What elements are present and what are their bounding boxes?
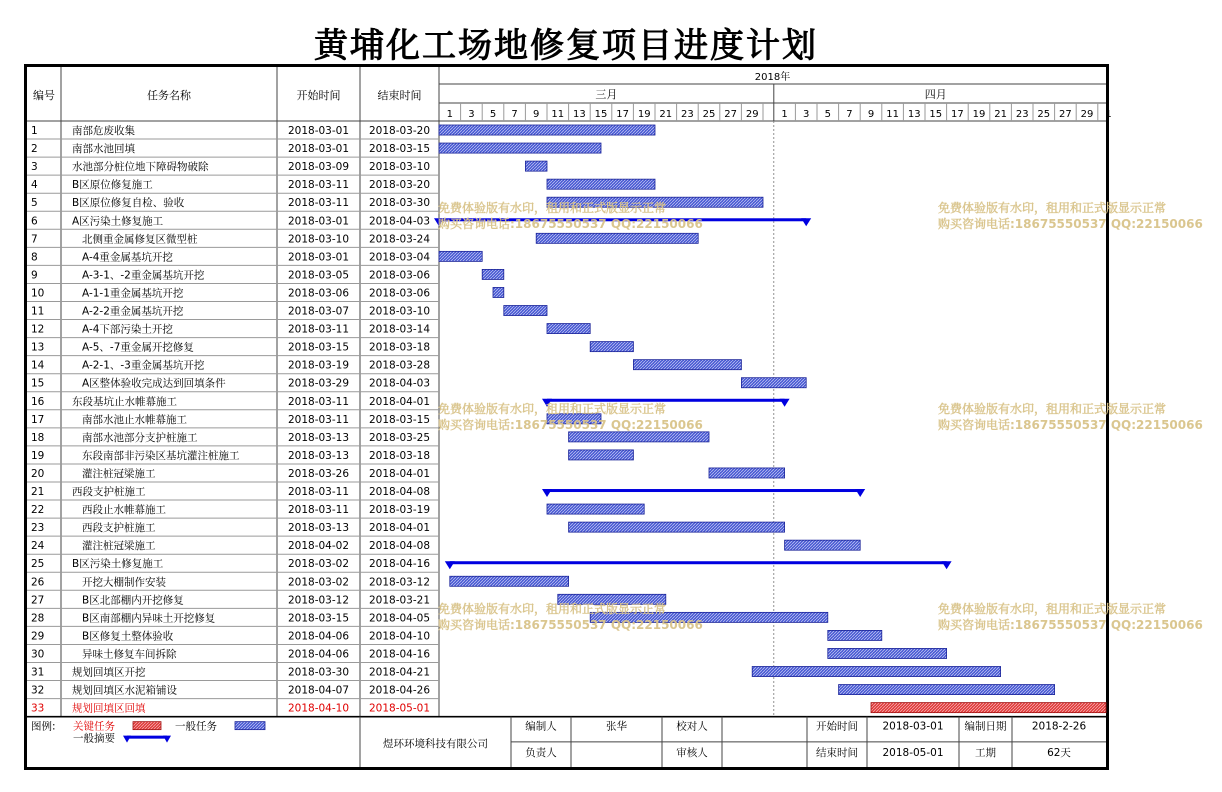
task-bar: [709, 468, 785, 478]
watermark-line2: 购买咨询电话:18675550537 QQ:22150066: [938, 618, 1203, 632]
day-tick-label: 5: [489, 109, 497, 120]
month-label: 四月: [924, 88, 947, 101]
critical-task-bar: [871, 703, 1106, 713]
task-id: 9: [31, 269, 38, 282]
task-bar: [525, 161, 547, 171]
task-start: 2018-03-11: [287, 504, 350, 517]
column-header-end: 结束时间: [377, 89, 422, 102]
footer-value: 2018-2-26: [1031, 720, 1087, 733]
footer-label: 负责人: [525, 746, 557, 759]
task-name: 北侧重金属修复区微型桩: [82, 233, 198, 246]
task-name: 西段支护桩施工: [82, 522, 156, 535]
task-name: B区原位修复施工: [72, 179, 153, 192]
task-bar: [482, 269, 504, 279]
task-start: 2018-03-26: [287, 467, 350, 480]
task-name: A-5、-7重金属开挖修复: [82, 341, 194, 354]
task-bar: [547, 179, 655, 189]
task-name: B区污染土修复施工: [72, 558, 164, 571]
task-id: 21: [31, 486, 45, 499]
day-tick-label: 17: [951, 109, 964, 120]
task-end: 2018-03-06: [368, 269, 431, 282]
task-start: 2018-03-02: [287, 576, 350, 589]
task-id: 7: [31, 233, 38, 246]
footer-label: 审核人: [676, 746, 708, 759]
task-bar: [547, 197, 763, 207]
task-id: 24: [31, 540, 45, 553]
summary-bar: [547, 489, 860, 492]
task-bar: [633, 360, 741, 370]
task-name: B区原位修复自检、验收: [72, 197, 185, 210]
task-bar: [493, 287, 504, 297]
task-end: 2018-03-21: [368, 594, 431, 607]
task-end: 2018-04-16: [368, 648, 431, 661]
task-start: 2018-03-09: [287, 161, 350, 174]
day-tick-label: 19: [637, 109, 651, 120]
task-end: 2018-03-10: [368, 161, 431, 174]
company-name: 煜环环境科技有限公司: [383, 737, 488, 750]
legend-summary-swatch: [127, 736, 167, 739]
task-name: A区整体验收完成达到回填条件: [82, 377, 226, 390]
day-tick-label: 23: [1015, 109, 1029, 120]
task-end: 2018-03-24: [368, 233, 431, 246]
task-bar: [590, 342, 633, 352]
task-start: 2018-03-01: [287, 125, 350, 138]
day-tick-label: 11: [551, 109, 565, 120]
task-name: 规划回填区水泥箱铺设: [72, 684, 177, 697]
task-name: 灌注桩冠梁施工: [82, 540, 156, 553]
task-name: A-2-1、-3重金属基坑开挖: [82, 359, 205, 372]
task-end: 2018-03-25: [368, 431, 431, 444]
task-name: 灌注桩冠梁施工: [82, 467, 156, 480]
task-bar: [439, 251, 482, 261]
legend-title: 图例:: [31, 720, 56, 733]
task-name: A-1-1重金属基坑开挖: [82, 287, 184, 300]
task-name: 西段支护桩施工: [72, 486, 146, 499]
task-start: 2018-03-05: [287, 269, 350, 282]
day-tick-label: 19: [972, 109, 986, 120]
summary-bar-end-cap: [942, 561, 952, 569]
task-bar: [558, 594, 666, 604]
task-id: 17: [31, 413, 45, 426]
footer-value: 62天: [1047, 746, 1071, 759]
watermark-line2: 购买咨询电话:18675550537 QQ:22150066: [938, 418, 1203, 432]
task-start: 2018-03-11: [287, 413, 350, 426]
day-tick-label: 1: [781, 109, 788, 120]
task-bar: [547, 324, 590, 334]
task-start: 2018-03-15: [287, 612, 350, 625]
task-end: 2018-04-01: [368, 522, 431, 535]
task-id: 1: [31, 125, 38, 138]
task-end: 2018-03-15: [368, 413, 431, 426]
task-start: 2018-03-13: [287, 449, 350, 462]
legend-normal-swatch: [235, 722, 265, 730]
task-end: 2018-03-18: [368, 449, 431, 462]
task-id: 8: [31, 251, 38, 264]
watermark-line1: 免费体验版有水印，租用和正式版显示正常: [438, 201, 667, 215]
day-tick-label: 11: [886, 109, 899, 120]
task-end: 2018-03-30: [368, 197, 431, 210]
task-end: 2018-03-28: [368, 359, 431, 372]
summary-bar-start-cap: [445, 561, 455, 569]
task-end: 2018-04-10: [368, 630, 431, 643]
day-tick-label: 3: [468, 109, 475, 120]
task-start: 2018-03-11: [287, 395, 350, 408]
task-start: 2018-03-30: [287, 666, 350, 679]
summary-bar-end-cap: [801, 218, 811, 226]
task-start: 2018-03-01: [287, 251, 350, 264]
task-bar: [569, 432, 709, 442]
task-bar: [450, 576, 569, 586]
legend-summary-end-cap: [163, 736, 171, 743]
day-tick-label: 9: [867, 109, 875, 120]
task-end: 2018-03-04: [368, 251, 431, 264]
day-tick-label: 1: [446, 109, 453, 120]
task-end: 2018-03-20: [368, 179, 431, 192]
task-name: B区南部棚内异味土开挖修复: [82, 612, 216, 625]
task-bar: [536, 233, 698, 243]
task-bar: [547, 504, 644, 514]
task-bar: [547, 414, 601, 424]
task-id: 14: [31, 359, 45, 372]
page-title: 黄埔化工场地修复项目进度计划: [314, 26, 818, 66]
task-end: 2018-04-05: [368, 612, 431, 625]
task-name: 南部水池止水帷幕施工: [82, 413, 187, 426]
task-bar: [785, 540, 861, 550]
day-tick-label: 5: [824, 109, 831, 120]
task-id: 4: [31, 179, 38, 192]
task-name: 东段南部非污染区基坑灌注桩施工: [82, 449, 240, 462]
day-tick-label: 21: [659, 109, 673, 120]
watermark-line2: 购买咨询电话:18675550537 QQ:22150066: [938, 217, 1203, 231]
task-start: 2018-03-11: [287, 197, 350, 210]
task-end: 2018-04-21: [368, 666, 431, 679]
summary-bar: [439, 218, 806, 221]
legend-critical-label: 关键任务: [73, 720, 115, 733]
task-start: 2018-04-06: [287, 648, 350, 661]
summary-bar-end-cap: [855, 489, 865, 497]
task-bar: [569, 450, 634, 460]
watermark-line2: 购买咨询电话:18675550537 QQ:22150066: [438, 217, 703, 231]
footer-label: 工期: [975, 746, 996, 759]
legend-normal-label: 一般任务: [175, 720, 217, 733]
column-header-id: 编号: [33, 89, 55, 102]
task-name: 南部水池回填: [72, 143, 135, 156]
task-id: 32: [31, 684, 45, 697]
task-start: 2018-03-07: [287, 305, 350, 318]
column-header-name: 任务名称: [147, 89, 191, 102]
summary-bar-start-cap: [434, 218, 444, 226]
day-tick-label: 25: [1037, 109, 1051, 120]
summary-bar-start-cap: [542, 399, 552, 407]
task-bar: [752, 667, 1000, 677]
task-bar: [839, 685, 1055, 695]
task-name: 开挖大棚制作安装: [82, 576, 166, 589]
task-bar: [439, 125, 655, 135]
watermark-line1: 免费体验版有水印，租用和正式版显示正常: [938, 602, 1167, 616]
task-id: 27: [31, 594, 45, 607]
task-bar: [590, 612, 828, 622]
task-name: A-4下部污染土开挖: [82, 323, 173, 336]
watermark-line1: 免费体验版有水印，租用和正式版显示正常: [938, 402, 1167, 416]
day-tick-label: 21: [994, 109, 1007, 120]
task-id: 22: [31, 504, 45, 517]
footer-label: 编制日期: [964, 720, 1007, 733]
task-name: 西段止水帷幕施工: [82, 504, 166, 517]
summary-bar-start-cap: [542, 489, 552, 497]
task-start: 2018-03-13: [287, 522, 350, 535]
task-id: 31: [31, 666, 45, 679]
legend-summary-start-cap: [123, 736, 131, 743]
legend-summary-label: 一般摘要: [73, 732, 115, 745]
gantt-frame: [24, 64, 1112, 770]
task-end: 2018-04-08: [368, 486, 431, 499]
task-bar: [439, 143, 601, 153]
task-start: 2018-03-15: [287, 341, 350, 354]
task-end: 2018-05-01: [368, 702, 431, 715]
task-id: 29: [31, 630, 45, 643]
task-id: 11: [31, 305, 45, 318]
task-id: 28: [31, 612, 45, 625]
day-tick-label: 7: [511, 109, 518, 120]
day-tick-label: 13: [907, 109, 921, 120]
task-end: 2018-03-18: [368, 341, 431, 354]
task-start: 2018-04-07: [287, 684, 350, 697]
task-start: 2018-03-19: [287, 359, 350, 372]
task-id: 5: [31, 197, 38, 210]
task-name: 南部水池部分支护桩施工: [82, 431, 198, 444]
task-name: A-4重金属基坑开挖: [82, 251, 173, 264]
footer-label: 校对人: [676, 720, 708, 733]
task-name: 规划回填区回填: [72, 702, 146, 715]
task-name: A-3-1、-2重金属基坑开挖: [82, 269, 205, 282]
task-id: 33: [31, 702, 45, 715]
day-tick-label: 13: [573, 109, 586, 120]
task-end: 2018-03-19: [368, 504, 431, 517]
task-start: 2018-03-13: [287, 431, 350, 444]
watermark-line2: 购买咨询电话:18675550537 QQ:22150066: [438, 618, 703, 632]
task-id: 12: [31, 323, 45, 336]
task-id: 26: [31, 576, 45, 589]
task-end: 2018-04-03: [368, 377, 431, 390]
task-end: 2018-03-06: [368, 287, 431, 300]
watermark-line2: 购买咨询电话:18675550537 QQ:22150066: [438, 418, 703, 432]
day-tick-label: 15: [929, 109, 943, 120]
task-start: 2018-03-02: [287, 558, 350, 571]
task-name: B区修复土整体验收: [82, 630, 174, 643]
task-start: 2018-04-10: [287, 702, 350, 715]
task-start: 2018-03-06: [287, 287, 350, 300]
task-end: 2018-03-12: [368, 576, 431, 589]
task-start: 2018-04-06: [287, 630, 350, 643]
task-bar: [504, 306, 547, 316]
day-tick-label: 29: [745, 109, 759, 120]
legend-critical-swatch: [133, 722, 161, 730]
day-tick-label: 27: [724, 109, 737, 120]
task-start: 2018-03-01: [287, 215, 350, 228]
task-end: 2018-04-08: [368, 540, 431, 553]
task-id: 3: [31, 161, 38, 174]
task-name: 南部危废收集: [72, 125, 135, 138]
task-id: 10: [31, 287, 45, 300]
task-start: 2018-03-11: [287, 486, 350, 499]
summary-bar-end-cap: [780, 399, 790, 407]
task-id: 6: [31, 215, 38, 228]
task-end: 2018-03-15: [368, 143, 431, 156]
footer-label: 编制人: [525, 720, 557, 733]
task-name: 东段基坑止水帷幕施工: [72, 395, 177, 408]
footer-label: 结束时间: [816, 746, 858, 759]
task-end: 2018-03-20: [368, 125, 431, 138]
task-id: 18: [31, 431, 45, 444]
summary-bar: [547, 399, 785, 402]
task-id: 30: [31, 648, 45, 661]
task-id: 23: [31, 522, 45, 535]
task-name: 规划回填区开挖: [72, 666, 146, 679]
day-tick-label: 1: [1105, 109, 1112, 120]
day-tick-label: 9: [533, 109, 540, 120]
day-tick-label: 17: [616, 109, 629, 120]
task-id: 19: [31, 449, 45, 462]
day-tick-label: 29: [1080, 109, 1094, 120]
task-end: 2018-04-26: [368, 684, 431, 697]
task-bar: [828, 630, 882, 640]
watermark-line1: 免费体验版有水印，租用和正式版显示正常: [438, 602, 667, 616]
task-end: 2018-04-03: [368, 215, 431, 228]
task-name: 水池部分桩位地下障碍物破除: [72, 161, 209, 174]
footer-value: 2018-03-01: [882, 720, 944, 733]
task-end: 2018-03-14: [368, 323, 431, 336]
day-tick-label: 25: [702, 109, 716, 120]
footer-value: 2018-05-01: [882, 746, 944, 759]
day-tick-label: 7: [846, 109, 853, 120]
task-end: 2018-04-01: [368, 395, 431, 408]
task-end: 2018-03-10: [368, 305, 431, 318]
task-id: 16: [31, 395, 45, 408]
day-tick-label: 3: [803, 109, 810, 120]
summary-bar: [450, 561, 947, 564]
task-bar: [741, 378, 806, 388]
task-start: 2018-04-02: [287, 540, 350, 553]
task-id: 15: [31, 377, 45, 390]
footer-label: 开始时间: [816, 720, 858, 733]
footer-value: 张华: [606, 720, 627, 733]
task-id: 13: [31, 341, 45, 354]
column-header-start: 开始时间: [296, 89, 341, 102]
task-id: 20: [31, 467, 45, 480]
task-id: 2: [31, 143, 38, 156]
task-start: 2018-03-10: [287, 233, 350, 246]
watermark-line1: 免费体验版有水印，租用和正式版显示正常: [438, 402, 667, 416]
task-start: 2018-03-29: [287, 377, 350, 390]
task-start: 2018-03-12: [287, 594, 350, 607]
task-bar: [828, 648, 947, 658]
task-start: 2018-03-01: [287, 143, 350, 156]
day-tick-label: 23: [681, 109, 694, 120]
task-start: 2018-03-11: [287, 323, 350, 336]
task-id: 25: [31, 558, 45, 571]
day-tick-label: 27: [1059, 109, 1072, 120]
task-end: 2018-04-16: [368, 558, 431, 571]
task-name: 异味土修复车间拆除: [82, 648, 177, 661]
task-name: A-2-2重金属基坑开挖: [82, 305, 184, 318]
day-tick-label: 15: [594, 109, 608, 120]
task-name: B区北部棚内开挖修复: [82, 594, 184, 607]
task-bar: [569, 522, 785, 532]
year-label: 2018年: [754, 72, 791, 83]
task-start: 2018-03-11: [287, 179, 350, 192]
watermark-line1: 免费体验版有水印，租用和正式版显示正常: [938, 201, 1167, 215]
task-name: A区污染土修复施工: [72, 215, 164, 228]
gantt-chart: [27, 67, 1112, 767]
month-label: 三月: [595, 88, 618, 101]
task-end: 2018-04-01: [368, 467, 431, 480]
